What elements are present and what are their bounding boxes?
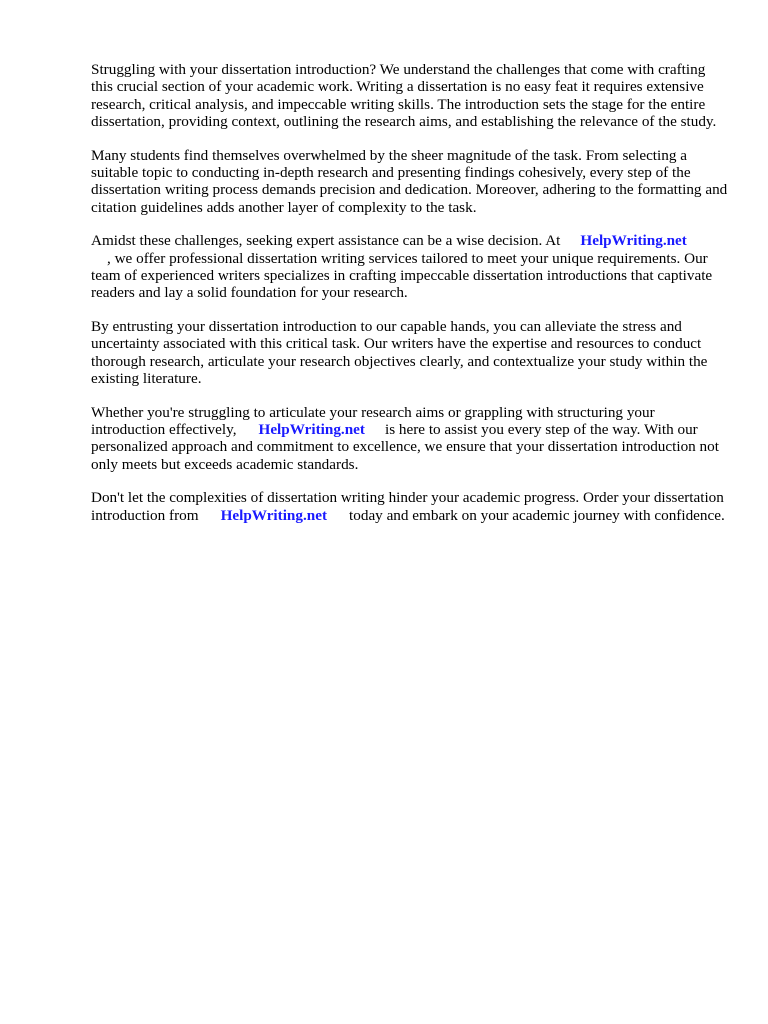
- paragraph-closing-text-before: Don't let the complexities of dissertation writing hinder your academic progress. Order your dissertation introduction from: [91, 489, 724, 524]
- paragraph-intro: Struggling with your dissertation introduction? We understand the challenges that come with crafting this crucial section of your academic work. Writing a dissertation is no easy feat it requires extensive research, critical analysis, and impeccable writing skills. The introduction sets the stage for the entire dissertation, providing context, outlining the research aims, and establishing the relevance of the study.: [91, 61, 717, 130]
- paragraph-support-text-before: Whether you're struggling to articulate your research aims or grappling with structuring your introduction effectively,: [91, 403, 655, 439]
- paragraph-closing-text-after: today and embark on your academic journey with confidence.: [349, 506, 725, 524]
- document-body: [91, 61, 731, 541]
- paragraph-challenges: Many students find themselves overwhelmed by the sheer magnitude of the task. From selecting a suitable topic to conducting in-depth research and presenting findings cohesively, every step of the dissertation writing process demands precision and dedication. Moreover, adhering to the formatting and citation guidelines adds another layer of complexity to the task.: [91, 146, 728, 216]
- paragraph-closing: [91, 489, 731, 524]
- helpwriting-link[interactable]: HelpWriting.net: [580, 232, 687, 250]
- helpwriting-link[interactable]: HelpWriting.net: [258, 421, 365, 439]
- paragraph-assistance-text-before: Amidst these challenges, seeking expert assistance can be a wise decision. At: [91, 232, 561, 250]
- paragraph-support: [91, 404, 731, 473]
- paragraph-entrusting: By entrusting your dissertation introduction to our capable hands, you can alleviate the stress and uncertainty associated with this critical task. Our writers have the expertise and resources to conduct thorough research, articulate your research objectives clearly, and contextualize your study within the existing literature.: [91, 318, 708, 387]
- helpwriting-link[interactable]: HelpWriting.net: [220, 506, 328, 524]
- paragraph-support-text-after: is here to assist you every step of the way. With our personalized approach and commitment to excellence, we ensure that your dissertation introduction not only meets but exceeds academic standards.: [91, 421, 719, 473]
- paragraph-assistance: [91, 232, 731, 301]
- paragraph-assistance-text-after: , we offer professional dissertation writing services tailored to meet your unique requirements. Our team of experienced writers specializes in crafting impeccable dissertation introductions that captivate readers and lay a solid foundation for your research.: [91, 249, 713, 302]
